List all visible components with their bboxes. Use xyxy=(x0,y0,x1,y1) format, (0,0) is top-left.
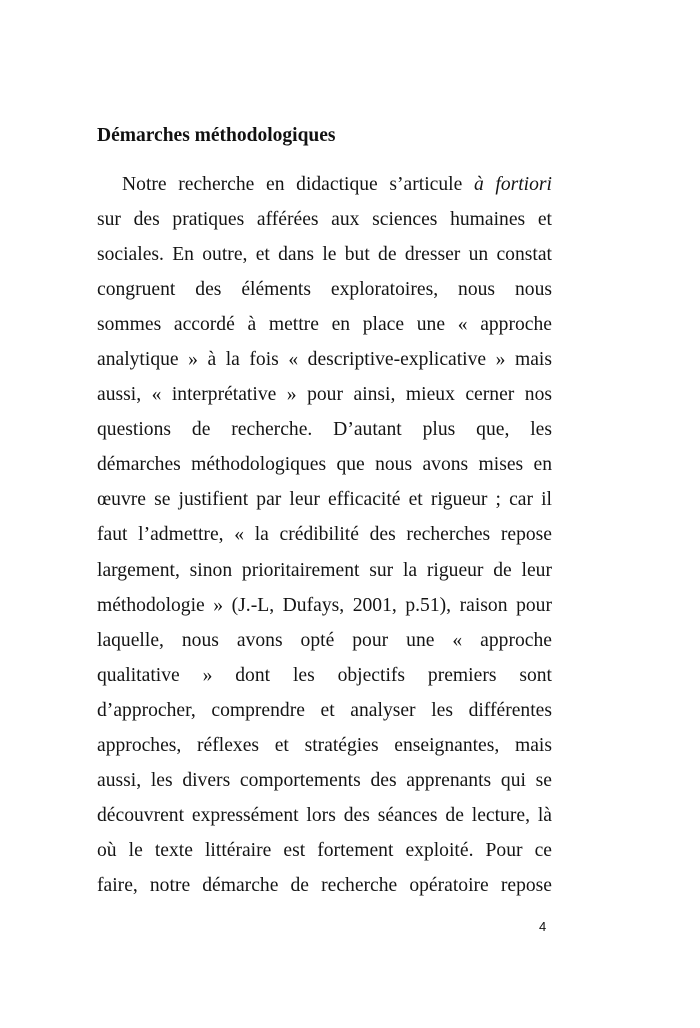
page-number: 4 xyxy=(539,919,547,934)
italic-phrase: à fortiori xyxy=(473,174,552,195)
paragraph-line: sommes accordé à mettre en place une « approche xyxy=(97,314,552,336)
paragraph-line: méthodologie » (J.-L, Dufays, 2001, p.51), raison pour xyxy=(97,594,552,616)
paragraph-line: d’approcher, comprendre et analyser les différentes xyxy=(97,699,552,721)
body-paragraph xyxy=(97,167,552,903)
section-heading: Démarches méthodologiques xyxy=(97,125,336,146)
paragraph-line: découvrent expressément lors des séances de lecture, là xyxy=(97,804,552,826)
paragraph-line: aussi, « interprétative » pour ainsi, mieux cerner nos xyxy=(97,384,552,406)
paragraph-line: œuvre se justifient par leur efficacité et rigueur ; car il xyxy=(97,489,552,511)
paragraph-line: laquelle, nous avons opté pour une « approche xyxy=(97,629,552,651)
paragraph-line: faut l’admettre, « la crédibilité des recherches repose xyxy=(97,524,552,546)
paragraph-line: congruent des éléments exploratoires, nous nous xyxy=(97,279,552,301)
paragraph-line: où le texte littéraire est fortement exploité. Pour ce xyxy=(97,839,552,861)
paragraph-line: analytique » à la fois « descriptive-explicative » mais xyxy=(97,349,552,371)
line-text: Notre recherche en didactique s’articule xyxy=(122,174,474,195)
paragraph-line xyxy=(97,167,552,202)
paragraph-line: approches, réflexes et stratégies enseignantes, mais xyxy=(97,734,552,756)
paragraph-line: sur des pratiques afférées aux sciences humaines et xyxy=(97,209,552,231)
paragraph-line: largement, sinon prioritairement sur la rigueur de leur xyxy=(97,559,552,581)
paragraph-line: qualitative » dont les objectifs premiers sont xyxy=(97,664,552,686)
paragraph-line: sociales. En outre, et dans le but de dresser un constat xyxy=(97,244,552,266)
paragraph-line: aussi, les divers comportements des apprenants qui se xyxy=(97,769,552,791)
paragraph-line: démarches méthodologiques que nous avons mises en xyxy=(97,454,552,476)
paragraph-line: questions de recherche. D’autant plus que, les xyxy=(97,419,552,441)
paragraph-line: faire, notre démarche de recherche opératoire repose xyxy=(97,874,552,896)
